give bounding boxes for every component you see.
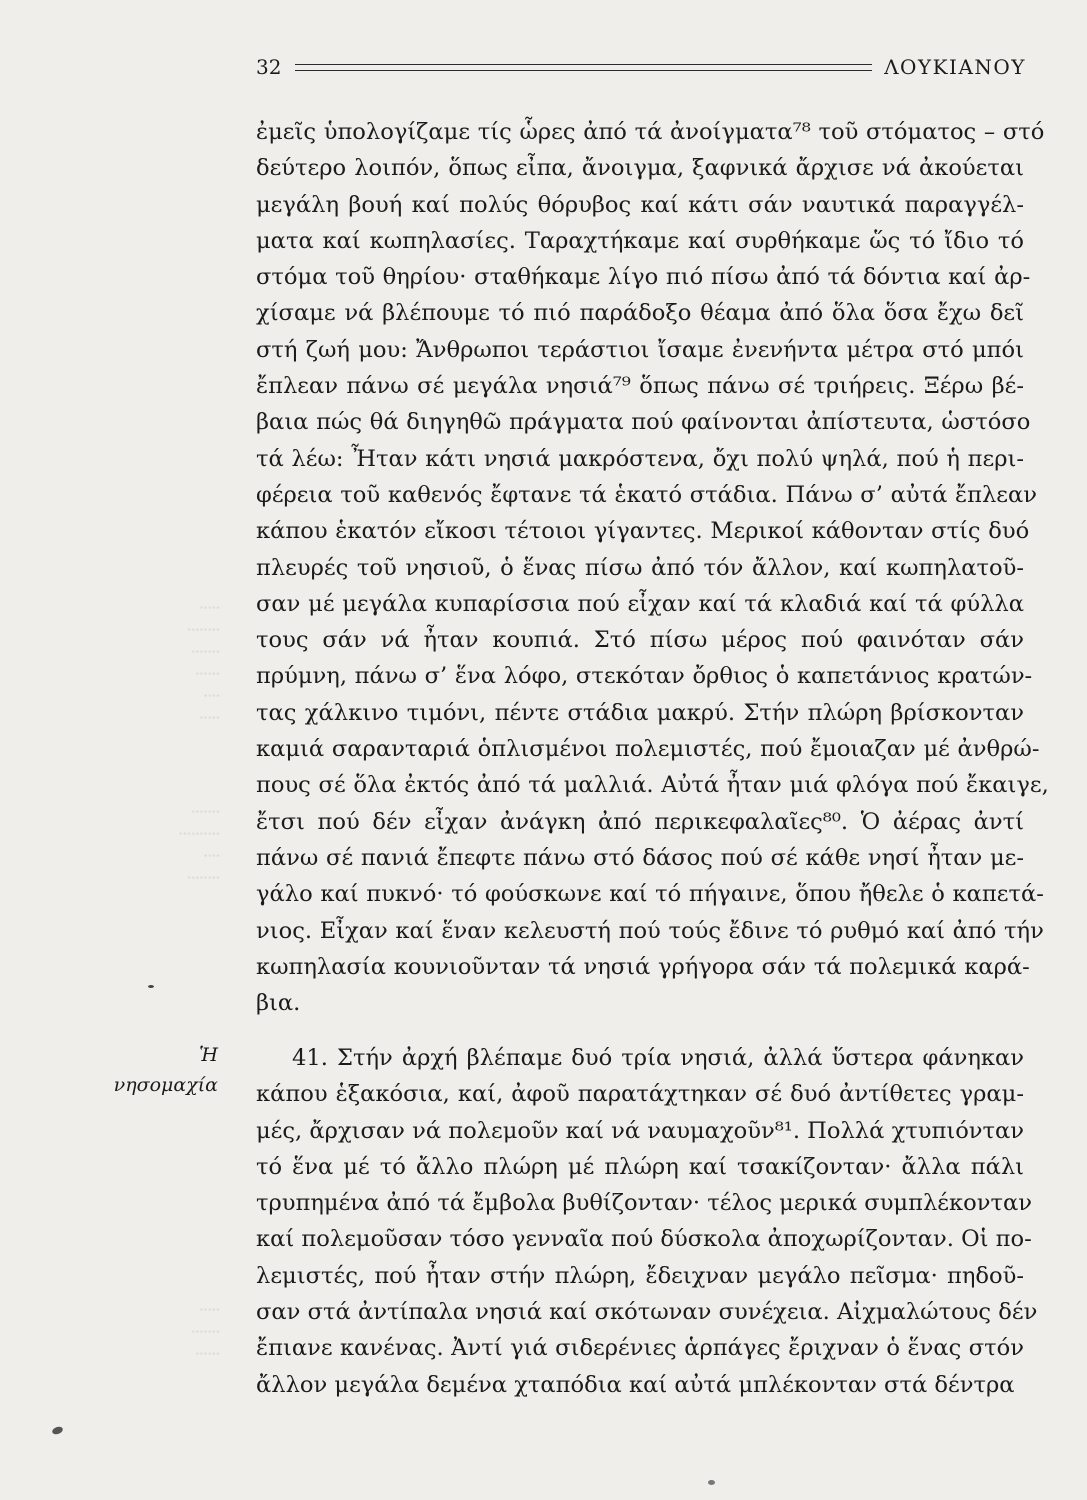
text-line: τά λέω: Ἦταν κάτι νησιά μακρόστενα, ὄχι πολύ ψηλά, πού ἡ περι-: [256, 445, 1024, 472]
text-line: 41. Στήν ἀρχή βλέπαμε δυό τρία νησιά, ἀλλά ὕστερα φάνηκαν: [292, 1045, 1024, 1071]
margin-note: [60, 1040, 218, 1100]
text-line: τους σάν νά ἦταν κουπιά. Στό πίσω μέρος πού φαινόταν σάν: [256, 627, 1024, 654]
text-line: ἔπλεαν πάνω σέ μεγάλα νησιά⁷⁹ ὅπως πάνω σέ τριήρεις. Ξέρω βέ-: [256, 373, 1024, 400]
paragraph-40: [256, 114, 1049, 1021]
bleed-through-note: ······· ·········· ···· ········: [178, 805, 220, 886]
text-line: μές, ἄρχισαν νά πολεμοῦν καί νά ναυμαχοῦν⁸¹. Πολλά χτυπιόνταν: [256, 1117, 1025, 1144]
text-line: στόμα τοῦ θηρίου· σταθήκαμε λίγο πιό πίσω ἀπό τά δόντια καί ἀρ-: [256, 264, 1031, 291]
text-line: ἐμεῖς ὑπολογίζαμε τίς ὧρες ἀπό τά ἀνοίγματα⁷⁸ τοῦ στόματος – στό: [256, 119, 1045, 145]
ink-speck: [51, 1425, 64, 1435]
text-line: ματα καί κωπηλασίες. Ταραχτήκαμε καί συρθήκαμε ὥς τό ἴδιο τό: [256, 227, 1024, 254]
paragraph-41: [256, 1040, 1038, 1403]
text-line: στή ζωή μου: Ἄνθρωποι τεράστιοι ἴσαμε ἐνενήντα μέτρα στό μπόι: [256, 336, 1024, 363]
text-line: καμιά σαρανταριά ὁπλισμένοι πολεμιστές, πού ἔμοιαζαν μέ ἀνθρώ-: [256, 736, 1040, 763]
text-line: καί πολεμοῦσαν τόσο γενναῖα πού δύσκολα ἀποχωρίζονταν. Οἱ πο-: [256, 1226, 1032, 1253]
text-line: δεύτερο λοιπόν, ὅπως εἶπα, ἄνοιγμα, ξαφνικά ἄρχισε νά ἀκούεται: [256, 155, 1024, 182]
text-line: λεμιστές, πού ἦταν στήν πλώρη, ἔδειχναν μεγάλο πεῖσμα· πηδοῦ-: [256, 1262, 1024, 1289]
text-line: κάπου ἑκατόν εἴκοσι τέτοιοι γίγαντες. Μερικοί κάθονταν στίς δυό: [256, 518, 1030, 545]
text-line: πάνω σέ πανιά ἔπεφτε πάνω στό δάσος πού σέ κάθε νησί ἦταν με-: [256, 844, 1024, 871]
text-line: τό ἕνα μέ τό ἄλλο πλώρη μέ πλώρη καί τσακίζονταν· ἄλλα πάλι: [256, 1153, 1024, 1180]
text-line: βαια πώς θά διηγηθῶ πράγματα πού φαίνονται ἀπίστευτα, ὡστόσο: [256, 409, 1031, 436]
text-line: φέρεια τοῦ καθενός ἔφτανε τά ἑκατό στάδια. Πάνω σ’ αὐτά ἔπλεαν: [256, 481, 1038, 508]
text-line: πλευρές τοῦ νησιοῦ, ὁ ἕνας πίσω ἀπό τόν ἄλλον, καί κωπηλατοῦ-: [256, 554, 1024, 581]
text-line: γάλο καί πυκνό· τό φούσκωνε καί τό πήγαινε, ὅπου ἤθελε ὁ καπετά-: [256, 881, 1044, 908]
header-rule: [295, 64, 872, 71]
text-line: ἄλλον μεγάλα δεμένα χταπόδια καί αὐτά μπλέκονταν στά δέντρα: [256, 1371, 1015, 1398]
text-line: πρύμνη, πάνω σ’ ἕνα λόφο, στεκόταν ὄρθιος ὁ καπετάνιος κρατών-: [256, 663, 1033, 690]
text-line: πους σέ ὅλα ἐκτός ἀπό τά μαλλιά. Αὐτά ἦταν μιά φλόγα πού ἔκαιγε,: [256, 772, 1049, 799]
text-line: νιος. Εἶχαν καί ἕναν κελευστή πού τούς ἔδινε τό ρυθμό καί ἀπό τήν: [256, 917, 1044, 944]
page-number: 32: [256, 55, 282, 79]
text-line: ἔτσι πού δέν εἶχαν ἀνάγκη ἀπό περικεφαλαῖες⁸⁰. Ὁ ἀέρας ἀντί: [256, 808, 1024, 835]
running-head: ΛΟΥΚΙΑΝΟΥ: [884, 55, 1026, 79]
text-line: σαν μέ μεγάλα κυπαρίσσια πού εἶχαν καί τά κλαδιά καί τά φύλλα: [256, 590, 1024, 617]
text-line: κωπηλασία κουνιοῦνταν τά νησιά γρήγορα σάν τά πολεμικά καρά-: [256, 953, 1030, 980]
text-line: κάπου ἑξακόσια, καί, ἀφοῦ παρατάχτηκαν σέ δυό ἀντίθετες γραμ-: [256, 1081, 1024, 1108]
ink-speck: [148, 985, 154, 988]
text-line: ἔπιανε κανένας. Ἀντί γιά σιδερένιες ἁρπάγες ἔριχναν ὁ ἕνας στόν: [256, 1335, 1024, 1362]
bleed-through-note: ····· ········ ······· ······ ···· ·····: [186, 601, 220, 726]
text-line: τρυπημένα ἀπό τά ἔμβολα βυθίζονταν· τέλος μερικά συμπλέκονταν: [256, 1190, 1032, 1217]
text-line: σαν στά ἀντίπαλα νησιά καί σκότωναν συνέχεια. Αἰχμαλώτους δέν: [256, 1299, 1038, 1326]
text-line: μεγάλη βουή καί πολύς θόρυβος καί κάτι σάν ναυτικά παραγγέλ-: [256, 191, 1024, 218]
text-line: χίσαμε νά βλέπουμε τό πιό παράδοξο θέαμα ἀπό ὅλα ὅσα ἔχω δεῖ: [256, 300, 1024, 327]
ink-speck: [708, 1480, 715, 1485]
margin-note-line: νησομαχία: [113, 1074, 218, 1096]
text-line: βια.: [256, 990, 301, 1017]
margin-note-line: Ἡ: [199, 1044, 218, 1066]
bleed-through-note: ····· ······· ······: [191, 1303, 220, 1362]
text-line: τας χάλκινο τιμόνι, πέντε στάδια μακρύ. Στήν πλώρη βρίσκονταν: [256, 699, 1024, 726]
page-header: [256, 50, 1026, 84]
